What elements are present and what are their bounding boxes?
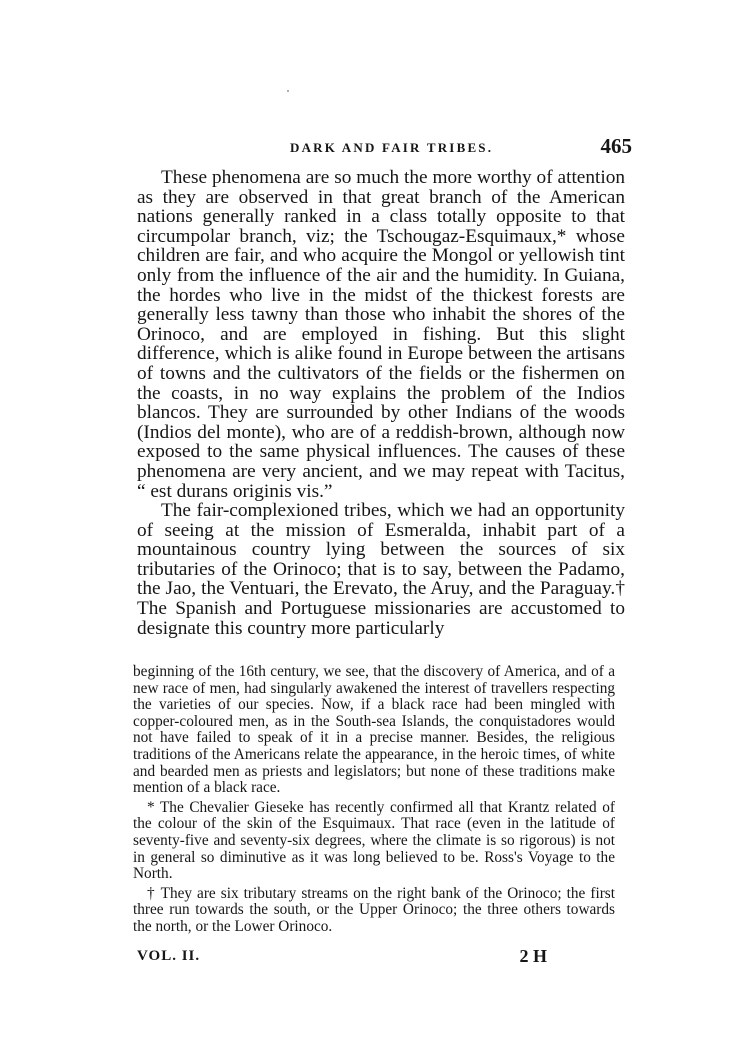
paragraph-phenomena: These phenomena are so much the more worthy of attention as they are observed in that great branch of the American nations generally ranked in a class totally opposite to that circumpolar branch, viz; the Tschougaz-Esquimaux,* whose children are fair, and who acquire the Mongol or yellowish tint only from the influence of the air and the humidity. In Guiana, the hordes who live in the midst of the thickest forests are generally less tawny than those who inhabit the shores of the Orinoco, and are employed in fishing. But this slight difference, which is alike found in Europe between the artisans of towns and the cultivators of the fields or the fishermen on the coasts, in no way explains the problem of the Indios blancos. They are surrounded by other Indians of the woods (Indios del monte), who are of a reddish-brown, although now exposed to the same physical influences. The causes of these phenomena are very ancient, and we may repeat with Tacitus, “ est durans originis vis.” <box>137 167 625 502</box>
footnote-dagger: † They are six tributary streams on the right bank of the Orinoco; the first three run towards the south, or the Upper Orinoco; the three others towards the north, or the Lower Orinoco. <box>133 884 615 935</box>
signature-mark: 2 H <box>519 946 547 966</box>
main-text <box>137 168 625 638</box>
page-number: 465 <box>600 134 632 158</box>
volume-label: VOL. II. <box>137 948 201 964</box>
footnotes <box>133 664 615 936</box>
running-head: DARK AND FAIR TRIBES. <box>290 140 494 155</box>
page-footer <box>137 948 547 972</box>
footnote-continued: beginning of the 16th century, we see, that the discovery of America, and of a new race of men, had singularly awakened the interest of travellers respecting the varieties of our species. Now, if a black race had been mingled with copper-coloured men, as in the South-sea Islands, the conquistadores would not have failed to speak of it in a precise manner. Besides, the religious traditions of the Americans relate the appearance, in the heroic times, of white and bearded men as priests and legislators; but none of these traditions make mention of a black race. <box>133 663 615 797</box>
paragraph-fair-tribes: The fair-complexioned tribes, which we had an opportunity of seeing at the mission of Esmeralda, inhabit part of a mountainous country lying between the sources of six tributaries of the Orinoco; that is to say, between the Padamo, the Jao, the Ventuari, the Erevato, the Aruy, and the Paraguay.† The Spanish and Portuguese missionaries are accustomed to designate this country more particularly <box>137 500 625 639</box>
footnote-star: * The Chevalier Gieseke has recently confirmed all that Krantz related of the colour of the skin of the Esquimaux. That race (even in the latitude of seventy-five and seventy-six degrees, where the climate is so rigorous) is not in general so diminutive as it was long believed to be. Ross's Voyage to the North. <box>133 798 615 883</box>
page-header <box>170 136 632 162</box>
ink-speck <box>287 90 289 92</box>
